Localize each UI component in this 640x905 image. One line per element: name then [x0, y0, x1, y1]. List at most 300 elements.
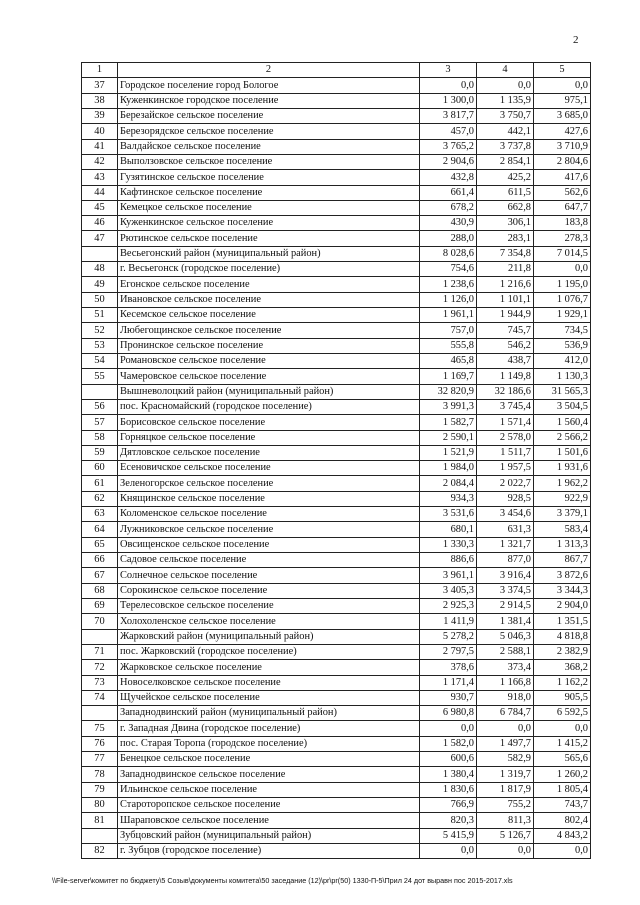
value-cell-year1: 3 531,6	[420, 507, 477, 522]
value-cell-year3: 1 260,2	[534, 767, 591, 782]
value-cell-year2: 2 022,7	[477, 476, 534, 491]
row-number-cell: 46	[82, 216, 118, 231]
table-row	[82, 553, 591, 568]
value-cell-year2: 1 944,9	[477, 308, 534, 323]
row-number-cell: 49	[82, 277, 118, 292]
value-cell-year1: 1 582,7	[420, 415, 477, 430]
table-row	[82, 308, 591, 323]
row-number-cell: 64	[82, 522, 118, 537]
settlement-name-cell: Бенецкое сельское поселение	[118, 752, 420, 767]
value-cell-year1: 465,8	[420, 353, 477, 368]
value-cell-year2: 0,0	[477, 78, 534, 93]
value-cell-year2: 1 216,6	[477, 277, 534, 292]
row-number-cell: 58	[82, 430, 118, 445]
value-cell-year2: 2 578,0	[477, 430, 534, 445]
table-row	[82, 675, 591, 690]
value-cell-year3: 1 313,3	[534, 537, 591, 552]
table-row	[82, 338, 591, 353]
value-cell-year1: 2 904,6	[420, 154, 477, 169]
value-cell-year3: 565,6	[534, 752, 591, 767]
table-row	[82, 568, 591, 583]
table-row	[82, 246, 591, 261]
value-cell-year1: 3 991,3	[420, 399, 477, 414]
table-row	[82, 231, 591, 246]
settlement-name-cell: Куженкинское сельское поселение	[118, 216, 420, 231]
table-row	[82, 292, 591, 307]
value-cell-year2: 1 101,1	[477, 292, 534, 307]
value-cell-year3: 1 560,4	[534, 415, 591, 430]
value-cell-year2: 1 381,4	[477, 614, 534, 629]
value-cell-year3: 2 382,9	[534, 644, 591, 659]
row-number-cell: 60	[82, 461, 118, 476]
value-cell-year2: 3 745,4	[477, 399, 534, 414]
value-cell-year3: 1 929,1	[534, 308, 591, 323]
value-cell-year2: 3 737,8	[477, 139, 534, 154]
value-cell-year3: 412,0	[534, 353, 591, 368]
row-number-cell: 74	[82, 690, 118, 705]
settlement-name-cell: Березорядское сельское поселение	[118, 124, 420, 139]
value-cell-year1: 934,3	[420, 491, 477, 506]
settlement-name-cell: Западнодвинский район (муниципальный район)	[118, 706, 420, 721]
table-row	[82, 216, 591, 231]
value-cell-year2: 425,2	[477, 170, 534, 185]
settlement-name-cell: Терелесовское сельское поселение	[118, 598, 420, 613]
value-cell-year1: 1 582,0	[420, 736, 477, 751]
settlement-name-cell: Холохоленское сельское поселение	[118, 614, 420, 629]
row-number-cell: 48	[82, 262, 118, 277]
row-number-cell: 47	[82, 231, 118, 246]
value-cell-year3: 417,6	[534, 170, 591, 185]
row-number-cell: 42	[82, 154, 118, 169]
settlement-name-cell: Княщинское сельское поселение	[118, 491, 420, 506]
row-number-cell: 37	[82, 78, 118, 93]
value-cell-year1: 288,0	[420, 231, 477, 246]
value-cell-year3: 1 805,4	[534, 782, 591, 797]
row-number-cell: 66	[82, 553, 118, 568]
settlement-name-cell: Кафтинское сельское поселение	[118, 185, 420, 200]
value-cell-year2: 918,0	[477, 690, 534, 705]
value-cell-year1: 555,8	[420, 338, 477, 353]
settlement-name-cell: пос. Старая Торопа (городское поселение)	[118, 736, 420, 751]
settlement-name-cell: Любегощинское сельское поселение	[118, 323, 420, 338]
settlement-name-cell: Выползовское сельское поселение	[118, 154, 420, 169]
value-cell-year1: 3 961,1	[420, 568, 477, 583]
value-cell-year1: 1 521,9	[420, 445, 477, 460]
value-cell-year2: 5 046,3	[477, 629, 534, 644]
settlement-name-cell: Куженкинское городское поселение	[118, 93, 420, 108]
value-cell-year1: 1 380,4	[420, 767, 477, 782]
header-cell-name: 2	[118, 63, 420, 78]
table-row	[82, 124, 591, 139]
table-row	[82, 399, 591, 414]
value-cell-year1: 1 984,0	[420, 461, 477, 476]
row-number-cell: 54	[82, 353, 118, 368]
row-number-cell: 70	[82, 614, 118, 629]
table-row	[82, 154, 591, 169]
row-number-cell: 41	[82, 139, 118, 154]
table-row	[82, 476, 591, 491]
value-cell-year3: 922,9	[534, 491, 591, 506]
value-cell-year1: 1 126,0	[420, 292, 477, 307]
value-cell-year1: 678,2	[420, 200, 477, 215]
value-cell-year2: 6 784,7	[477, 706, 534, 721]
value-cell-year1: 432,8	[420, 170, 477, 185]
settlement-name-cell: г. Зубцов (городское поселение)	[118, 843, 420, 858]
value-cell-year2: 1 817,9	[477, 782, 534, 797]
value-cell-year2: 611,5	[477, 185, 534, 200]
value-cell-year3: 2 566,2	[534, 430, 591, 445]
value-cell-year3: 3 872,6	[534, 568, 591, 583]
value-cell-year2: 1 135,9	[477, 93, 534, 108]
row-number-cell: 57	[82, 415, 118, 430]
value-cell-year2: 0,0	[477, 721, 534, 736]
value-cell-year3: 278,3	[534, 231, 591, 246]
value-cell-year2: 3 374,5	[477, 583, 534, 598]
settlement-name-cell: Романовское сельское поселение	[118, 353, 420, 368]
value-cell-year1: 2 797,5	[420, 644, 477, 659]
settlement-name-cell: Вышневолоцкий район (муниципальный район)	[118, 384, 420, 399]
value-cell-year2: 7 354,8	[477, 246, 534, 261]
value-cell-year3: 0,0	[534, 262, 591, 277]
table-row	[82, 721, 591, 736]
table-row	[82, 78, 591, 93]
settlement-name-cell: Солнечное сельское поселение	[118, 568, 420, 583]
value-cell-year3: 2 804,6	[534, 154, 591, 169]
value-cell-year2: 1 149,8	[477, 369, 534, 384]
value-cell-year3: 3 685,0	[534, 108, 591, 123]
table-row	[82, 200, 591, 215]
row-number-cell: 75	[82, 721, 118, 736]
row-number-cell: 80	[82, 798, 118, 813]
value-cell-year2: 438,7	[477, 353, 534, 368]
value-cell-year2: 1 497,7	[477, 736, 534, 751]
value-cell-year3: 802,4	[534, 813, 591, 828]
header-cell-year3: 5	[534, 63, 591, 78]
value-cell-year2: 1 319,7	[477, 767, 534, 782]
table-row	[82, 461, 591, 476]
value-cell-year1: 886,6	[420, 553, 477, 568]
settlement-name-cell: г. Весьегонск (городское поселение)	[118, 262, 420, 277]
settlement-name-cell: Жарковский район (муниципальный район)	[118, 629, 420, 644]
value-cell-year2: 306,1	[477, 216, 534, 231]
value-cell-year2: 3 916,4	[477, 568, 534, 583]
value-cell-year3: 3 379,1	[534, 507, 591, 522]
settlement-name-cell: Чамеровское сельское поселение	[118, 369, 420, 384]
value-cell-year1: 8 028,6	[420, 246, 477, 261]
table-row	[82, 369, 591, 384]
value-cell-year1: 1 169,7	[420, 369, 477, 384]
settlement-name-cell: Староторопское сельское поселение	[118, 798, 420, 813]
table-row	[82, 706, 591, 721]
table-row	[82, 583, 591, 598]
settlement-name-cell: Егонское сельское поселение	[118, 277, 420, 292]
settlement-name-cell: Западнодвинское сельское поселение	[118, 767, 420, 782]
value-cell-year1: 378,6	[420, 660, 477, 675]
table-row	[82, 415, 591, 430]
row-number-cell: 40	[82, 124, 118, 139]
settlement-name-cell: Весьегонский район (муниципальный район)	[118, 246, 420, 261]
table-row	[82, 430, 591, 445]
value-cell-year1: 1 830,6	[420, 782, 477, 797]
value-cell-year2: 2 854,1	[477, 154, 534, 169]
value-cell-year2: 373,4	[477, 660, 534, 675]
value-cell-year1: 1 300,0	[420, 93, 477, 108]
value-cell-year3: 1 931,6	[534, 461, 591, 476]
value-cell-year1: 2 925,3	[420, 598, 477, 613]
value-cell-year3: 0,0	[534, 78, 591, 93]
settlement-name-cell: пос. Красномайский (городское поселение)	[118, 399, 420, 414]
settlement-name-cell: Ильинское сельское поселение	[118, 782, 420, 797]
value-cell-year2: 3 454,6	[477, 507, 534, 522]
table-row	[82, 614, 591, 629]
settlement-name-cell: Лужниковское сельское поселение	[118, 522, 420, 537]
value-cell-year1: 1 238,6	[420, 277, 477, 292]
settlement-name-cell: Коломенское сельское поселение	[118, 507, 420, 522]
page-number: 2	[573, 34, 579, 46]
row-number-cell: 52	[82, 323, 118, 338]
value-cell-year1: 1 411,9	[420, 614, 477, 629]
table-row	[82, 690, 591, 705]
row-number-cell: 71	[82, 644, 118, 659]
value-cell-year3: 2 904,0	[534, 598, 591, 613]
value-cell-year1: 2 590,1	[420, 430, 477, 445]
settlement-name-cell: Жарковское сельское поселение	[118, 660, 420, 675]
value-cell-year2: 755,2	[477, 798, 534, 813]
table-row	[82, 828, 591, 843]
value-cell-year2: 1 571,4	[477, 415, 534, 430]
row-number-cell: 50	[82, 292, 118, 307]
table-row	[82, 277, 591, 292]
value-cell-year3: 183,8	[534, 216, 591, 231]
table-row	[82, 629, 591, 644]
value-cell-year1: 3 817,7	[420, 108, 477, 123]
row-number-cell: 51	[82, 308, 118, 323]
settlement-name-cell: Городское поселение город Бологое	[118, 78, 420, 93]
settlement-name-cell: Садовое сельское поселение	[118, 553, 420, 568]
value-cell-year3: 905,5	[534, 690, 591, 705]
table-row	[82, 813, 591, 828]
value-cell-year2: 283,1	[477, 231, 534, 246]
value-cell-year1: 757,0	[420, 323, 477, 338]
row-number-cell	[82, 629, 118, 644]
value-cell-year2: 877,0	[477, 553, 534, 568]
settlement-name-cell: Горняцкое сельское поселение	[118, 430, 420, 445]
settlement-name-cell: Дятловское сельское поселение	[118, 445, 420, 460]
table-row	[82, 323, 591, 338]
value-cell-year3: 3 710,9	[534, 139, 591, 154]
row-number-cell: 44	[82, 185, 118, 200]
value-cell-year3: 1 501,6	[534, 445, 591, 460]
row-number-cell: 65	[82, 537, 118, 552]
value-cell-year2: 5 126,7	[477, 828, 534, 843]
row-number-cell: 67	[82, 568, 118, 583]
value-cell-year2: 1 166,8	[477, 675, 534, 690]
settlement-name-cell: г. Западная Двина (городское поселение)	[118, 721, 420, 736]
row-number-cell: 81	[82, 813, 118, 828]
value-cell-year1: 766,9	[420, 798, 477, 813]
row-number-cell: 53	[82, 338, 118, 353]
table-row	[82, 108, 591, 123]
value-cell-year3: 3 344,3	[534, 583, 591, 598]
value-cell-year3: 867,7	[534, 553, 591, 568]
row-number-cell: 55	[82, 369, 118, 384]
value-cell-year2: 662,8	[477, 200, 534, 215]
table-row	[82, 537, 591, 552]
settlement-name-cell: Овсищенское сельское поселение	[118, 537, 420, 552]
value-cell-year3: 583,4	[534, 522, 591, 537]
header-cell-year2: 4	[477, 63, 534, 78]
value-cell-year1: 1 330,3	[420, 537, 477, 552]
value-cell-year2: 2 588,1	[477, 644, 534, 659]
table-row	[82, 93, 591, 108]
settlement-name-cell: Рютинское сельское поселение	[118, 231, 420, 246]
table-row	[82, 139, 591, 154]
value-cell-year3: 536,9	[534, 338, 591, 353]
row-number-cell: 78	[82, 767, 118, 782]
table-row	[82, 185, 591, 200]
table-row	[82, 353, 591, 368]
row-number-cell	[82, 706, 118, 721]
value-cell-year2: 442,1	[477, 124, 534, 139]
settlement-name-cell: Щучейское сельское поселение	[118, 690, 420, 705]
value-cell-year3: 7 014,5	[534, 246, 591, 261]
table-row	[82, 644, 591, 659]
value-cell-year3: 1 130,3	[534, 369, 591, 384]
value-cell-year2: 811,3	[477, 813, 534, 828]
row-number-cell	[82, 384, 118, 399]
table-row	[82, 798, 591, 813]
table-row	[82, 507, 591, 522]
table-row	[82, 660, 591, 675]
value-cell-year1: 430,9	[420, 216, 477, 231]
row-number-cell: 73	[82, 675, 118, 690]
value-cell-year1: 0,0	[420, 78, 477, 93]
settlement-name-cell: Новоселковское сельское поселение	[118, 675, 420, 690]
value-cell-year1: 820,3	[420, 813, 477, 828]
value-cell-year3: 0,0	[534, 843, 591, 858]
settlement-name-cell: Пронинское сельское поселение	[118, 338, 420, 353]
table-row	[82, 170, 591, 185]
file-path-footer: \\File-server\комитет по бюджету\5 Созыв\документы комитета\50 заседание (12)\pr\pr(50) 1330-П-5\Прил 24 дот выравн пос 2015-2017.xls	[52, 876, 513, 885]
value-cell-year1: 930,7	[420, 690, 477, 705]
table-row	[82, 522, 591, 537]
value-cell-year2: 0,0	[477, 843, 534, 858]
value-cell-year1: 1 961,1	[420, 308, 477, 323]
table-header-row	[82, 63, 591, 78]
row-number-cell: 56	[82, 399, 118, 414]
table-row	[82, 384, 591, 399]
settlement-name-cell: пос. Жарковский (городское поселение)	[118, 644, 420, 659]
row-number-cell: 77	[82, 752, 118, 767]
value-cell-year3: 1 162,2	[534, 675, 591, 690]
header-cell-number: 1	[82, 63, 118, 78]
value-cell-year2: 1 511,7	[477, 445, 534, 460]
value-cell-year3: 562,6	[534, 185, 591, 200]
row-number-cell	[82, 246, 118, 261]
value-cell-year1: 457,0	[420, 124, 477, 139]
row-number-cell: 38	[82, 93, 118, 108]
value-cell-year2: 582,9	[477, 752, 534, 767]
settlement-name-cell: Борисовское сельское поселение	[118, 415, 420, 430]
row-number-cell: 59	[82, 445, 118, 460]
row-number-cell: 76	[82, 736, 118, 751]
table-row	[82, 752, 591, 767]
value-cell-year2: 546,2	[477, 338, 534, 353]
settlement-name-cell: Зубцовский район (муниципальный район)	[118, 828, 420, 843]
value-cell-year2: 1 957,5	[477, 461, 534, 476]
table-row	[82, 598, 591, 613]
settlement-name-cell: Сорокинское сельское поселение	[118, 583, 420, 598]
row-number-cell	[82, 828, 118, 843]
row-number-cell: 79	[82, 782, 118, 797]
row-number-cell: 68	[82, 583, 118, 598]
settlement-name-cell: Есеновичское сельское поселение	[118, 461, 420, 476]
value-cell-year2: 3 750,7	[477, 108, 534, 123]
value-cell-year3: 6 592,5	[534, 706, 591, 721]
row-number-cell: 43	[82, 170, 118, 185]
value-cell-year1: 0,0	[420, 843, 477, 858]
value-cell-year1: 1 171,4	[420, 675, 477, 690]
value-cell-year3: 1 415,2	[534, 736, 591, 751]
value-cell-year1: 0,0	[420, 721, 477, 736]
value-cell-year2: 928,5	[477, 491, 534, 506]
value-cell-year1: 5 415,9	[420, 828, 477, 843]
row-number-cell: 63	[82, 507, 118, 522]
value-cell-year1: 600,6	[420, 752, 477, 767]
value-cell-year3: 31 565,3	[534, 384, 591, 399]
value-cell-year2: 32 186,6	[477, 384, 534, 399]
table-row	[82, 843, 591, 858]
settlement-name-cell: Березайское сельское поселение	[118, 108, 420, 123]
row-number-cell: 72	[82, 660, 118, 675]
row-number-cell: 62	[82, 491, 118, 506]
row-number-cell: 82	[82, 843, 118, 858]
settlement-name-cell: Шараповское сельское поселение	[118, 813, 420, 828]
value-cell-year3: 0,0	[534, 721, 591, 736]
value-cell-year1: 680,1	[420, 522, 477, 537]
value-cell-year2: 2 914,5	[477, 598, 534, 613]
table-row	[82, 782, 591, 797]
value-cell-year2: 631,3	[477, 522, 534, 537]
header-cell-year1: 3	[420, 63, 477, 78]
settlement-name-cell: Кемецкое сельское поселение	[118, 200, 420, 215]
value-cell-year1: 5 278,2	[420, 629, 477, 644]
table-row	[82, 262, 591, 277]
value-cell-year3: 1 962,2	[534, 476, 591, 491]
table-row	[82, 491, 591, 506]
settlement-name-cell: Ивановское сельское поселение	[118, 292, 420, 307]
row-number-cell: 61	[82, 476, 118, 491]
value-cell-year1: 32 820,9	[420, 384, 477, 399]
value-cell-year1: 2 084,4	[420, 476, 477, 491]
settlement-name-cell: Кесемское сельское поселение	[118, 308, 420, 323]
value-cell-year1: 3 765,2	[420, 139, 477, 154]
subsidy-table	[81, 62, 591, 859]
value-cell-year3: 647,7	[534, 200, 591, 215]
value-cell-year2: 211,8	[477, 262, 534, 277]
value-cell-year3: 3 504,5	[534, 399, 591, 414]
value-cell-year3: 734,5	[534, 323, 591, 338]
value-cell-year1: 661,4	[420, 185, 477, 200]
value-cell-year2: 1 321,7	[477, 537, 534, 552]
value-cell-year1: 754,6	[420, 262, 477, 277]
table-row	[82, 767, 591, 782]
value-cell-year3: 1 195,0	[534, 277, 591, 292]
value-cell-year3: 427,6	[534, 124, 591, 139]
value-cell-year3: 4 818,8	[534, 629, 591, 644]
value-cell-year1: 6 980,8	[420, 706, 477, 721]
settlement-name-cell: Гузятинское сельское поселение	[118, 170, 420, 185]
